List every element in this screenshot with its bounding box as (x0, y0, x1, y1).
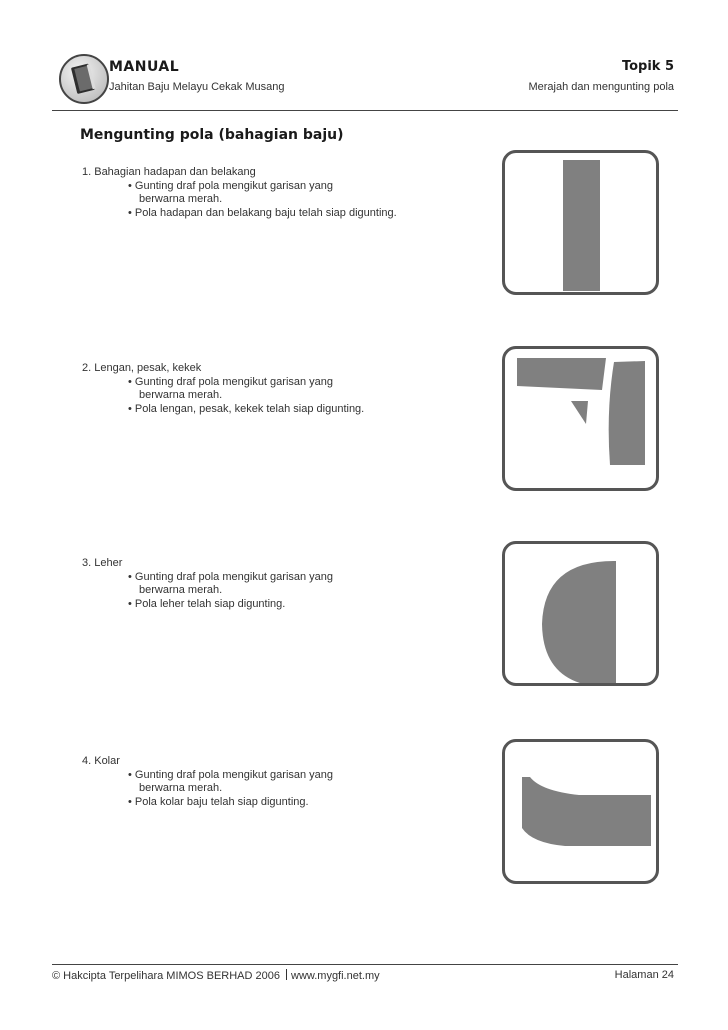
step-bullet-cont: berwarna merah. (139, 389, 223, 401)
footer-text (52, 969, 380, 982)
manual-title: MANUAL (109, 59, 180, 75)
step-bullet: • Pola kolar baju telah siap digunting. (128, 795, 309, 808)
website-link[interactable]: www.mygfi.net.my (291, 970, 380, 982)
step-3 (82, 557, 502, 611)
step-bullet: • Pola hadapan dan belakang baju telah siap digunting. (128, 206, 397, 219)
collar-pattern-icon (502, 739, 659, 884)
page-number: Halaman 24 (614, 969, 674, 981)
step-heading: 4. Kolar (82, 755, 120, 767)
step-heading: 2. Lengan, pesak, kekek (82, 362, 202, 374)
step-bullet-cont: berwarna merah. (139, 193, 223, 205)
step-bullet: • Gunting draf pola mengikut garisan yang (128, 375, 334, 388)
step-2 (82, 362, 502, 416)
section-title: Mengunting pola (bahagian baju) (80, 127, 344, 143)
manual-subtitle: Jahitan Baju Melayu Cekak Musang (109, 81, 285, 93)
footer-separator (286, 969, 287, 980)
topic-subtitle: Merajah dan mengunting pola (528, 81, 674, 93)
neck-pattern-icon (502, 541, 659, 686)
book-icon (58, 53, 110, 105)
footer-divider (52, 964, 678, 965)
step-bullet: • Pola lengan, pesak, kekek telah siap digunting. (128, 402, 365, 415)
sleeve-gusset-pattern-icon (502, 346, 659, 491)
step-bullet: • Pola leher telah siap digunting. (128, 597, 286, 610)
step-bullet: • Gunting draf pola mengikut garisan yang (128, 570, 334, 583)
front-back-pattern-icon (502, 150, 659, 295)
step-heading: 3. Leher (82, 557, 123, 569)
step-bullet: • Gunting draf pola mengikut garisan yang (128, 768, 334, 781)
step-bullet-cont: berwarna merah. (139, 782, 223, 794)
header-divider (52, 110, 678, 111)
step-bullet-cont: berwarna merah. (139, 584, 223, 596)
step-4 (82, 755, 502, 809)
step-bullet: • Gunting draf pola mengikut garisan yang (128, 179, 334, 192)
topic-number: Topik 5 (621, 59, 674, 74)
copyright: © Hakcipta Terpelihara MIMOS BERHAD 2006 (52, 970, 280, 982)
step-heading: 1. Bahagian hadapan dan belakang (82, 166, 256, 178)
step-1 (82, 166, 502, 220)
